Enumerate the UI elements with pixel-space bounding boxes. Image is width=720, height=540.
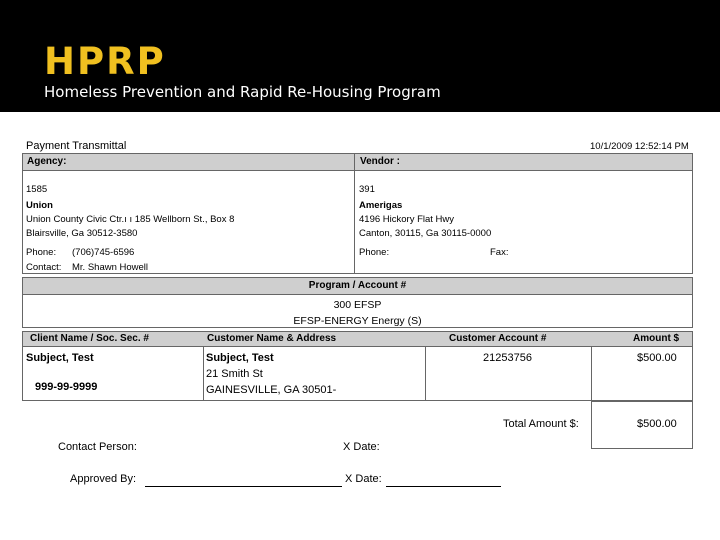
approved-by-signature-line <box>145 486 342 487</box>
program-line2: EFSP-ENERGY Energy (S) <box>293 315 422 327</box>
contact-person-label: Contact Person: <box>58 441 137 453</box>
client-ssn: 999-99-9999 <box>35 381 98 393</box>
client-col-divider-2 <box>425 347 426 401</box>
x-date-signature-line <box>386 486 501 487</box>
document-title: Payment Transmittal <box>26 140 127 152</box>
agency-vendor-divider <box>354 153 355 274</box>
agency-contact-label: Contact: <box>26 262 62 273</box>
vendor-phone-label: Phone: <box>359 247 390 258</box>
client-col-header-3: Customer Account # <box>449 333 547 344</box>
x-date-label-1: X Date: <box>343 441 380 453</box>
total-amount-label: Total Amount $: <box>503 418 579 430</box>
vendor-name: Amerigas <box>359 200 403 211</box>
client-col-header-4: Amount $ <box>633 333 680 344</box>
agency-vendor-header <box>22 153 693 171</box>
customer-address-line1: 21 Smith St <box>206 368 263 380</box>
slide-header <box>0 0 720 112</box>
agency-header: Agency: <box>27 156 67 167</box>
client-col-divider-3 <box>591 347 592 401</box>
vendor-id: 391 <box>359 184 375 195</box>
approved-by-label: Approved By: <box>70 473 137 485</box>
client-col-header-1: Client Name / Soc. Sec. # <box>30 333 149 344</box>
customer-name: Subject, Test <box>206 352 274 364</box>
program-line1: 300 EFSP <box>333 299 382 311</box>
vendor-address-line2: Canton, 30115, Ga 30115-0000 <box>359 228 492 239</box>
x-date-label-2: X Date: <box>345 473 382 485</box>
agency-phone-label: Phone: <box>26 247 57 258</box>
vendor-address-line1: 4196 Hickory Flat Hwy <box>359 214 455 225</box>
customer-account: 21253756 <box>483 352 532 364</box>
vendor-header: Vendor : <box>360 156 401 167</box>
agency-address-line2: Blairsville, Ga 30512-3580 <box>26 228 138 239</box>
agency-address-line1: Union County Civic Ctr.ı ı 185 Wellborn St., Box 8 <box>26 214 235 225</box>
agency-contact: Mr. Shawn Howell <box>72 262 149 273</box>
document-datetime: 10/1/2009 12:52:14 PM <box>590 141 689 152</box>
vendor-fax-label: Fax: <box>490 247 509 258</box>
slide-subtitle: Homeless Prevention and Rapid Re-Housing Program <box>44 83 441 101</box>
total-amount-value: $500.00 <box>637 418 677 430</box>
customer-address-line2: GAINESVILLE, GA 30501- <box>206 384 337 396</box>
slide-title: HPRP <box>44 40 166 83</box>
client-col-divider-1 <box>203 347 204 401</box>
client-col-header-2: Customer Name & Address <box>207 333 337 344</box>
program-account-header: Program / Account # <box>308 280 407 291</box>
agency-phone: (706)745-6596 <box>72 247 135 258</box>
agency-id: 1585 <box>26 184 48 195</box>
agency-name: Union <box>26 200 53 211</box>
amount-value: $500.00 <box>637 352 677 364</box>
payment-transmittal-document <box>0 112 720 540</box>
client-name: Subject, Test <box>26 352 94 364</box>
